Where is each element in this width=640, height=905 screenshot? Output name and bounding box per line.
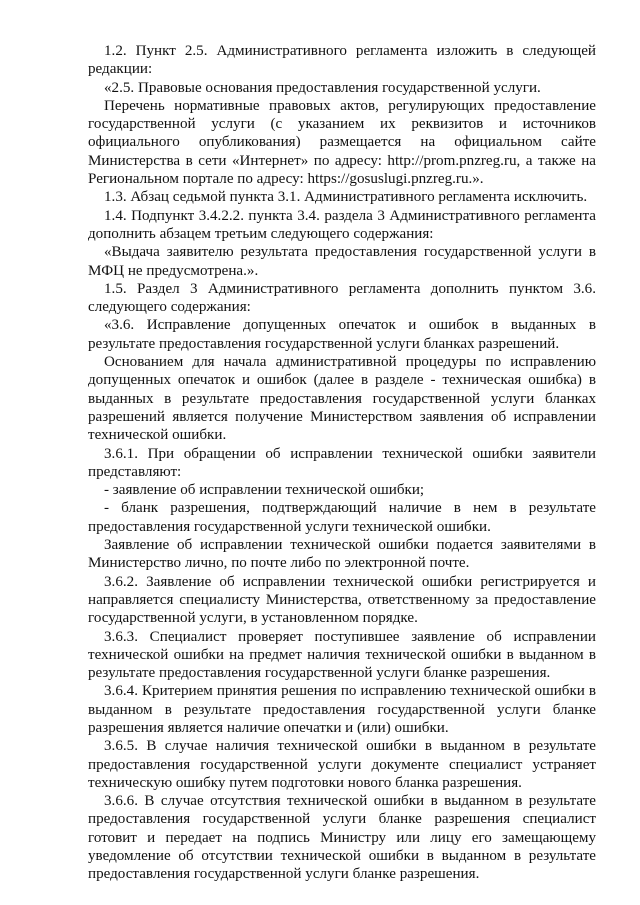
paragraph-legal-acts: Перечень нормативные правовых актов, регулирующих предоставление государственной услуги (с указанием их реквизитов и источников официального опубликования) размещается на официальном сайте Министерства в сети «Интернет» по адресу: http://prom.pnzreg.ru, а также на Региональном портале по адресу: https://gosuslugi.pnzreg.ru.». [88,97,596,188]
paragraph-3-6-title: «3.6. Исправление допущенных опечаток и ошибок в выданных в результате предоставления государственной услуги бланках разрешений. [88,317,596,352]
paragraph-3-6-4: 3.6.4. Критерием принятия решения по исправлению технической ошибки в выданном в результате предоставления государственной услуги бланке разрешения является наличие опечатки и (или) ошибки. [88,683,596,736]
paragraph-list-item-application: - заявление об исправлении технической ошибки; [104,482,425,499]
paragraph-mfc: «Выдача заявителю результата предоставления государственной услуги в МФЦ не предусмотрена.». [88,244,596,279]
paragraph-1-4: 1.4. Подпункт 3.4.2.2. пункта 3.4. раздела 3 Административного регламента дополнить абзацем третьим следующего содержания: [88,207,596,242]
paragraph-submission: Заявление об исправлении технической ошибки подается заявителями в Министерство лично, по почте либо по электронной почте. [88,537,596,572]
paragraph-3-6-5: 3.6.5. В случае наличия технической ошибки в выданном в результате предоставления государственной услуги документе специалист устраняет техническую ошибку путем подготовки нового бланка разрешения. [88,738,596,791]
paragraph-1-5: 1.5. Раздел 3 Административного регламента дополнить пунктом 3.6. следующего содержания: [88,280,596,316]
paragraph-2-5-title: «2.5. Правовые основания предоставления государственной услуги. [104,79,541,96]
document-page [88,42,596,884]
paragraph-3-6-6: 3.6.6. В случае отсутствия технической ошибки в выданном в результате предоставления государственной услуги бланке разрешения специалист готовит и передает на подпись Министру или лицу его замещающему уведомление об отсутствии технической ошибки в выданном в результате предоставления государственной услуги бланке разрешения. [88,793,596,883]
paragraph-grounds: Основанием для начала административной процедуры по исправлению допущенных опечаток и ошибок (далее в разделе - техническая ошибка) в выданных в результате предоставления государственной услуги бланках разрешений является получение Министерством заявления об исправлении технической ошибки. [88,354,596,444]
paragraph-list-item-form: - бланк разрешения, подтверждающий наличие в нем в результате предоставления государственной услуги технической ошибки. [88,500,596,535]
paragraph-1-2: 1.2. Пункт 2.5. Административного регламента изложить в следующей редакции: [88,43,596,78]
paragraph-3-6-3: 3.6.3. Специалист проверяет поступившее заявление об исправлении технической ошибки на предмет наличия технической ошибки в выданном в результате предоставления государственной услуги бланке разрешения. [88,628,596,682]
paragraph-1-3: 1.3. Абзац седьмой пункта 3.1. Административного регламента исключить. [104,189,588,206]
paragraph-3-6-1: 3.6.1. При обращении об исправлении технической ошибки заявители представляют: [88,445,596,480]
paragraph-3-6-2: 3.6.2. Заявление об исправлении технической ошибки регистрируется и направляется специалисту Министерства, ответственному за предоставление государственной услуги, в установленном порядке. [88,573,596,627]
